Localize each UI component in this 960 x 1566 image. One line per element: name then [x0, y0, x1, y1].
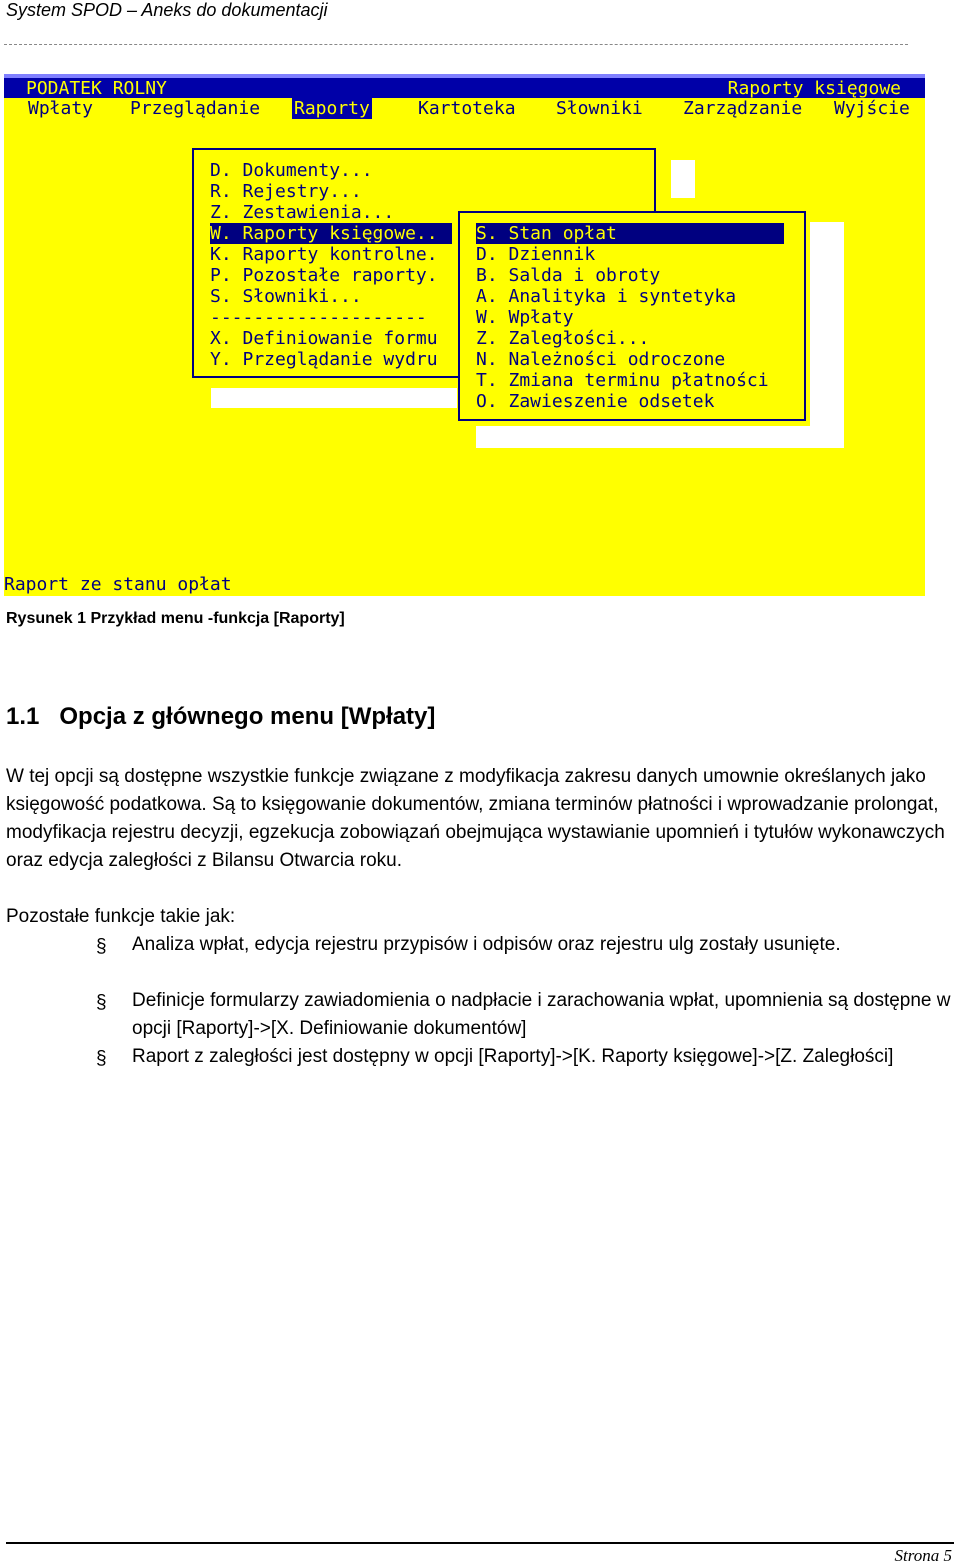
- menu-item-wyjscie[interactable]: Wyjście: [834, 98, 910, 119]
- submenu2-item[interactable]: D. Dziennik: [476, 244, 596, 265]
- section-heading: 1.1 Opcja z głównego menu [Wpłaty]: [6, 703, 436, 730]
- shadow-block: [810, 222, 844, 448]
- menu-item-raporty[interactable]: Raporty: [294, 98, 370, 119]
- body-paragraph: W tej opcji są dostępne wszystkie funkcje związane z modyfikacja zakresu danych umownie określanych jako księgowość podatkowa. Są to księgowanie dokumentów, zmiana terminów płatności i wprowadzanie prolongat, modyfikacja rejestru decyzji, egzekucja zobowiązań obejmująca wystawianie upomnień i tytułów wykonawczych oraz edycja zaległości z Bilansu Otwarcia roku.: [6, 766, 945, 871]
- submenu2-item[interactable]: W. Wpłaty: [476, 307, 574, 328]
- bullet-text: Definicje formularzy zawiadomienia o nadpłacie i zarachowania wpłat, upomnienia są dostępne w opcji [Raporty]->[X. Definiowanie dokumentów]: [132, 990, 951, 1039]
- status-line: Raport ze stanu opłat: [4, 574, 232, 595]
- submenu-item[interactable]: P. Pozostałe raporty.: [210, 265, 438, 286]
- footer-rule: [6, 1542, 954, 1544]
- submenu-item[interactable]: R. Rejestry...: [210, 181, 362, 202]
- submenu-item[interactable]: Y. Przeglądanie wydru: [210, 349, 438, 370]
- submenu2-item[interactable]: B. Salda i obroty: [476, 265, 661, 286]
- submenu2-item[interactable]: N. Należności odroczone: [476, 349, 726, 370]
- submenu-item[interactable]: Z. Zestawienia...: [210, 202, 395, 223]
- section-sign-icon: §: [96, 992, 107, 1013]
- submenu2-item[interactable]: O. Zawieszenie odsetek: [476, 391, 715, 412]
- header-rule: [4, 44, 908, 45]
- shadow-block: [476, 426, 844, 448]
- bullet-text: Raport z zaległości jest dostępny w opcji [Raporty]->[K. Raporty księgowe]->[Z. Zaległości]: [132, 1046, 894, 1067]
- app-title: PODATEK ROLNY: [26, 78, 167, 99]
- screen-title: Raporty księgowe: [727, 78, 901, 99]
- document-header: System SPOD – Aneks do dokumentacji: [6, 0, 328, 20]
- body-paragraph-2: Pozostałe funkcje takie jak:: [6, 906, 236, 927]
- menubar: [4, 98, 925, 120]
- menu-item-kartoteka[interactable]: Kartoteka: [418, 98, 516, 119]
- figure-caption: Rysunek 1 Przykład menu -funkcja [Raporty]: [6, 610, 345, 627]
- page-number: Strona 5: [894, 1546, 952, 1565]
- submenu-item[interactable]: D. Dokumenty...: [210, 160, 373, 181]
- submenu-item[interactable]: S. Słowniki...: [210, 286, 362, 307]
- menu-item-slowniki[interactable]: Słowniki: [556, 98, 643, 119]
- menu-item-zarzadzanie[interactable]: Zarządzanie: [683, 98, 803, 119]
- section-sign-icon: §: [96, 1048, 107, 1069]
- submenu-item-selected[interactable]: W. Raporty księgowe..: [210, 223, 452, 244]
- dos-screenshot: [4, 74, 925, 596]
- submenu2-item[interactable]: T. Zmiana terminu płatności: [476, 370, 769, 391]
- menu-item-przegladanie[interactable]: Przeglądanie: [130, 98, 261, 119]
- submenu-separator: --------------------: [210, 307, 427, 328]
- submenu-item[interactable]: K. Raporty kontrolne.: [210, 244, 438, 265]
- submenu2-item[interactable]: A. Analityka i syntetyka: [476, 286, 737, 307]
- shadow-block: [211, 388, 457, 408]
- menu-item-wplaty[interactable]: Wpłaty: [28, 98, 94, 119]
- shadow-block: [671, 160, 695, 198]
- bullet-text: Analiza wpłat, edycja rejestru przypisów i odpisów oraz rejestru ulg zostały usunięte.: [132, 934, 841, 955]
- submenu2-item-selected[interactable]: S. Stan opłat: [476, 223, 784, 244]
- section-sign-icon: §: [96, 936, 107, 957]
- submenu2-item[interactable]: Z. Zaległości...: [476, 328, 650, 349]
- submenu-item[interactable]: X. Definiowanie formu: [210, 328, 438, 349]
